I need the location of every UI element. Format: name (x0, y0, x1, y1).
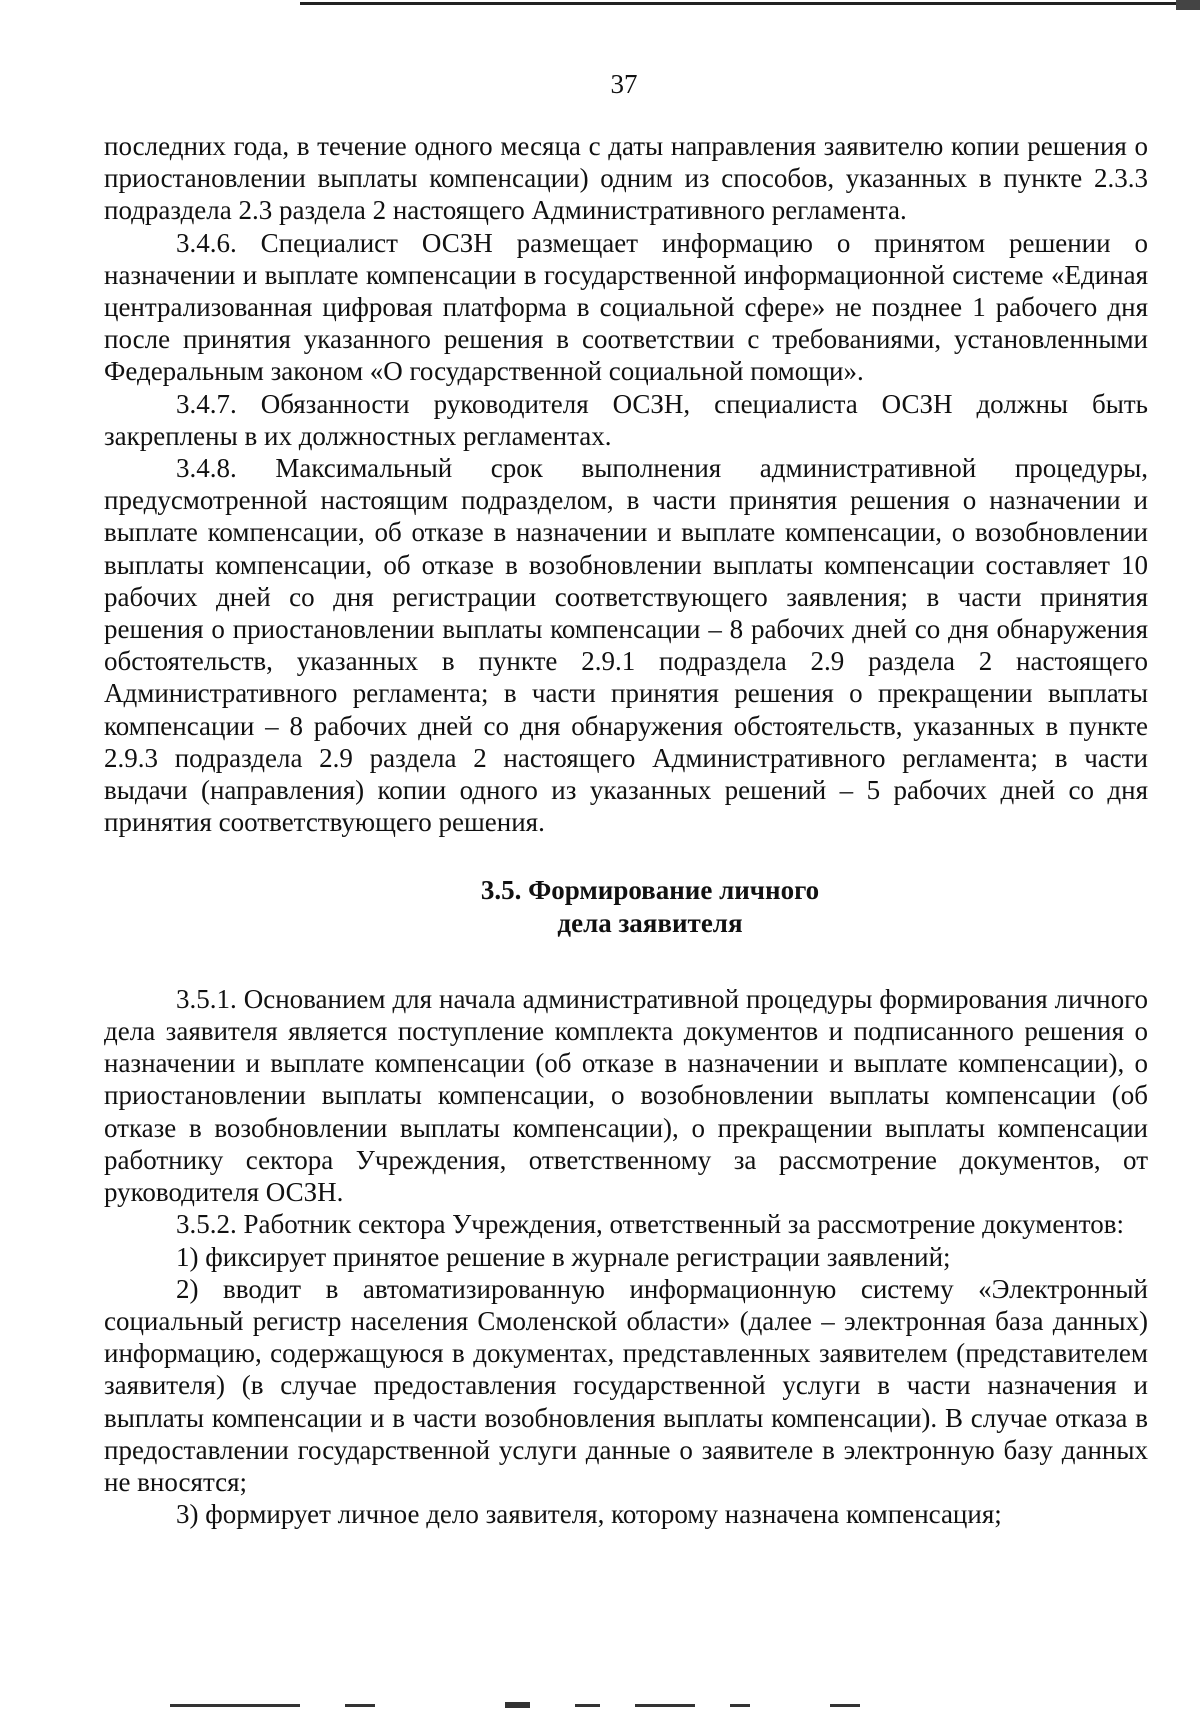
section-heading-line-1: 3.5. Формирование личного (480, 875, 820, 906)
paragraph-3-4-8: 3.4.8. Максимальный срок выполнения административной процедуры, предусмотренной настоящим подразделом, в части принятия решения о назначении и выплате компенсации, об отказе в назначении и выплате компенсации, о возобновлении выплаты компенсации, об отказе в возобновлении выплаты компенсации составляет 10 рабочих дней со дня регистрации соответствующего заявления; в части принятия решения о приостановлении выплаты компенсации – 8 рабочих дней со дня обнаружения обстоятельств, указанных в пункте 2.9.1 подраздела 2.9 раздела 2 настоящего Административного регламента; в части принятия решения о прекращении выплаты компенсации – 8 рабочих дней со дня обнаружения обстоятельств, указанных в пункте 2.9.3 подраздела 2.9 раздела 2 настоящего Административного регламента; в части выдачи (направления) копии одного из указанных решений – 5 рабочих дней со дня принятия соответствующего решения. (104, 453, 1148, 838)
scan-mark (635, 1704, 695, 1707)
section-heading-3-5 (104, 874, 1148, 938)
paragraph-3-4-7: 3.4.7. Обязанности руководителя ОСЗН, специалиста ОСЗН должны быть закреплены в их должностных регламентах. (104, 388, 1148, 451)
scan-edge-mark (1176, 0, 1200, 10)
scan-mark (170, 1704, 300, 1707)
scan-mark (345, 1704, 375, 1707)
scan-mark (505, 1702, 530, 1708)
paragraph-3-4-6: 3.4.6. Специалист ОСЗН размещает информацию о принятом решении о назначении и выплате компенсации в государственной информационной системе «Единая централизованная цифровая платформа в социальной сфере» не позднее 1 рабочего дня после принятия указанного решения в соответствии с требованиями, установленными Федеральным законом «О государственной социальной помощи». (104, 227, 1148, 387)
section-heading-line-2: дела заявителя (557, 907, 743, 938)
paragraph-3-5-1: 3.5.1. Основанием для начала административной процедуры формирования личного дела заявителя является поступление комплекта документов и подписанного решения о назначении и выплате компенсации (об отказе в назначении и выплате компенсации), о приостановлении выплаты компенсации, о возобновлении выплаты компенсации (об отказе в возобновлении выплаты компенсации), о прекращении выплаты компенсации работнику сектора Учреждения, ответственному за рассмотрение документов, от руководителя ОСЗН. (104, 983, 1148, 1208)
paragraph-3-5-2: 3.5.2. Работник сектора Учреждения, ответственный за рассмотрение документов: (176, 1209, 1124, 1240)
scan-mark (830, 1704, 860, 1707)
page-number: 37 (610, 69, 638, 99)
document-body (104, 130, 1148, 1530)
scan-bottom-edge (0, 1698, 1200, 1714)
scan-mark (730, 1704, 750, 1707)
scan-mark (575, 1704, 600, 1707)
list-item-3: 3) формирует личное дело заявителя, которому назначена компенсация; (176, 1499, 1002, 1530)
list-item-1: 1) фиксирует принятое решение в журнале регистрации заявлений; (176, 1241, 951, 1272)
paragraph-continuation: последних года, в течение одного месяца с даты направления заявителю копии решения о приостановлении выплаты компенсации) одним из способов, указанных в пункте 2.3.3 подраздела 2.3 раздела 2 настоящего Административного регламента. (104, 131, 1148, 226)
list-item-2: 2) вводит в автоматизированную информационную систему «Электронный социальный регистр населения Смоленской области» (далее – электронная база данных) информацию, содержащуюся в документах, представленных заявителем (представителем заявителя) (в случае предоставления государственной услуги в части назначения и выплаты компенсации и в части возобновления выплаты компенсации). В случае отказа в предоставлении государственной услуги данные о заявителе в электронную базу данных не вносятся; (104, 1273, 1148, 1497)
scan-edge-line (300, 2, 1180, 5)
